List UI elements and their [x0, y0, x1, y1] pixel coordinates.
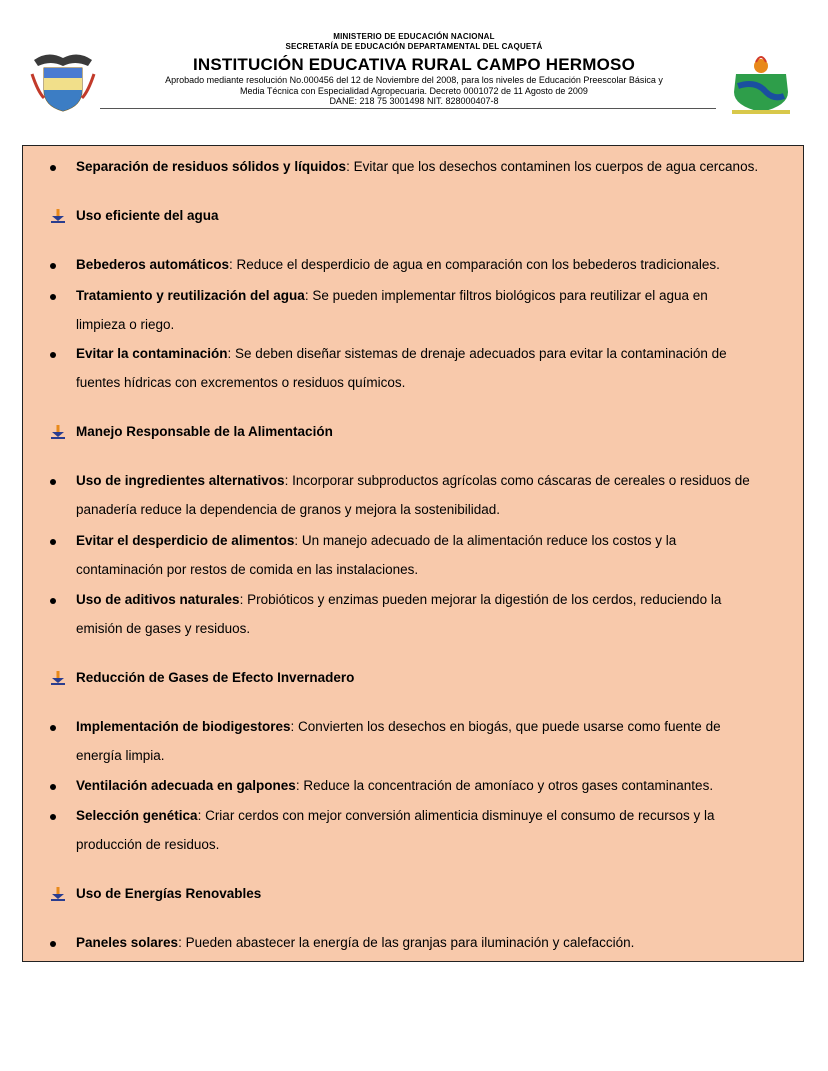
item-desc: : Se pueden implementar filtros biológicos para reutilizar el agua en	[304, 288, 708, 303]
item-term: Implementación de biodigestores	[76, 719, 291, 734]
down-arrow-icon	[51, 671, 65, 685]
bullet-icon	[50, 725, 56, 731]
section-heading-text: Manejo Responsable de la Alimentación	[76, 424, 333, 439]
item-term: Bebederos automáticos	[76, 257, 230, 272]
item-term: Ventilación adecuada en galpones	[76, 778, 296, 793]
institution-logo-icon	[726, 52, 796, 116]
header-secretary: SECRETARÍA DE EDUCACIÓN DEPARTAMENTAL DEL CAQUETÁ	[285, 42, 543, 51]
item-term: Separación de residuos sólidos y líquidos	[76, 159, 347, 174]
down-arrow-icon	[51, 209, 65, 223]
item-term: Tratamiento y reutilización del agua	[76, 288, 305, 303]
item-desc: : Evitar que los desechos contaminen los cuerpos de agua cercanos.	[346, 159, 759, 174]
bullet-icon	[50, 941, 56, 947]
bullet-icon	[50, 784, 56, 790]
header-ministry: MINISTERIO DE EDUCACIÓN NACIONAL	[333, 32, 495, 41]
header-decree: Media Técnica con Especialidad Agropecuaria. Decreto 0001072 de 11 Agosto de 2009	[240, 86, 588, 96]
section-heading-text: Uso de Energías Renovables	[76, 886, 262, 901]
item-term: Selección genética	[76, 808, 198, 823]
down-arrow-icon	[51, 425, 65, 439]
bullet-icon	[50, 352, 56, 358]
section-heading-text: Uso eficiente del agua	[76, 208, 219, 223]
item-desc: : Reduce el desperdicio de agua en comparación con los bebederos tradicionales.	[229, 257, 720, 272]
item-term: Evitar el desperdicio de alimentos	[76, 533, 295, 548]
institution-title: INSTITUCIÓN EDUCATIVA RURAL CAMPO HERMOSO	[192, 55, 635, 74]
item-term: Evitar la contaminación	[76, 346, 228, 361]
bullet-icon	[50, 814, 56, 820]
bullet-icon	[50, 165, 56, 171]
item-desc: : Reduce la concentración de amoníaco y otros gases contaminantes.	[295, 778, 714, 793]
content-panel: Separación de residuos sólidos y líquidos: Evitar que los desechos contaminen los cuerpos de agua cercanos. Uso eficiente del agua Bebederos automáticos: Reduce el desperdicio de agua en comparación con los bebederos tradicionales. Tratamiento y reutilización del agua: Se pueden implementar filtros biológicos para reutilizar el agua en limpieza o riego. Evitar la contaminación: Se deben diseñar sistemas de drenaje adecuados para evitar la contaminación de fuentes hídricas con excrementos o residuos químicos. Manejo Responsable de la Alimentación Uso de ingredientes alternativos: Incorporar subproductos agrícolas como cáscaras de cereales o residuos de panadería reduce la dependencia de granos y mejora la sostenibilidad. Evitar el desperdicio de alimentos: Un manejo adecuado de la alimentación reduce los costos y la contaminación por restos de comida en las instalaciones. Uso de aditivos naturales: Probióticos y enzimas pueden mejorar la digestión de los cerdos, reduciendo la emisión de gases y residuos. Reducción de Gases de Efecto Invernadero Implementación de biodigestores: Convierten los desechos en biogás, que puede usarse como fuente de energía limpia. Ventilación adecuada en galpones: Reduce la concentración de amoníaco y otros gases contaminantes. Selección genética: Criar cerdos con mejor conversión alimenticia disminuye el consumo de recursos y la producción de residuos. Uso de Energías Renovables Paneles solares: Pueden abastecer la energía de las granjas para iluminación y calefacción.	[22, 145, 804, 962]
header-approval: Aprobado mediante resolución No.000456 del 12 de Noviembre del 2008, para los niveles de Educación Preescolar Básica y	[165, 75, 663, 85]
item-desc: : Pueden abastecer la energía de las granjas para iluminación y calefacción.	[178, 935, 635, 950]
bullet-icon	[50, 294, 56, 300]
down-arrow-icon	[51, 887, 65, 901]
item-desc: : Probióticos y enzimas pueden mejorar la digestión de los cerdos, reduciendo la	[239, 592, 722, 607]
section-heading-text: Reducción de Gases de Efecto Invernadero	[76, 670, 355, 685]
item-desc: : Incorporar subproductos agrícolas como cáscaras de cereales o residuos de	[284, 473, 750, 488]
item-term: Uso de aditivos naturales	[76, 592, 240, 607]
bullet-icon	[50, 479, 56, 485]
bullet-icon	[50, 598, 56, 604]
item-term: Uso de ingredientes alternativos	[76, 473, 285, 488]
document-header	[0, 0, 828, 130]
header-dane: DANE: 218 75 3001498 NIT. 828000407-8	[329, 96, 499, 106]
item-desc: : Se deben diseñar sistemas de drenaje adecuados para evitar la contaminación de	[227, 346, 727, 361]
item-desc: : Criar cerdos con mejor conversión alimenticia disminuye el consumo de recursos y la	[197, 808, 715, 823]
header-divider	[100, 108, 716, 109]
bullet-icon	[50, 539, 56, 545]
item-term: Paneles solares	[76, 935, 179, 950]
item-desc: : Un manejo adecuado de la alimentación reduce los costos y la	[294, 533, 677, 548]
item-desc: : Convierten los desechos en biogás, que puede usarse como fuente de	[290, 719, 721, 734]
bullet-icon	[50, 263, 56, 269]
